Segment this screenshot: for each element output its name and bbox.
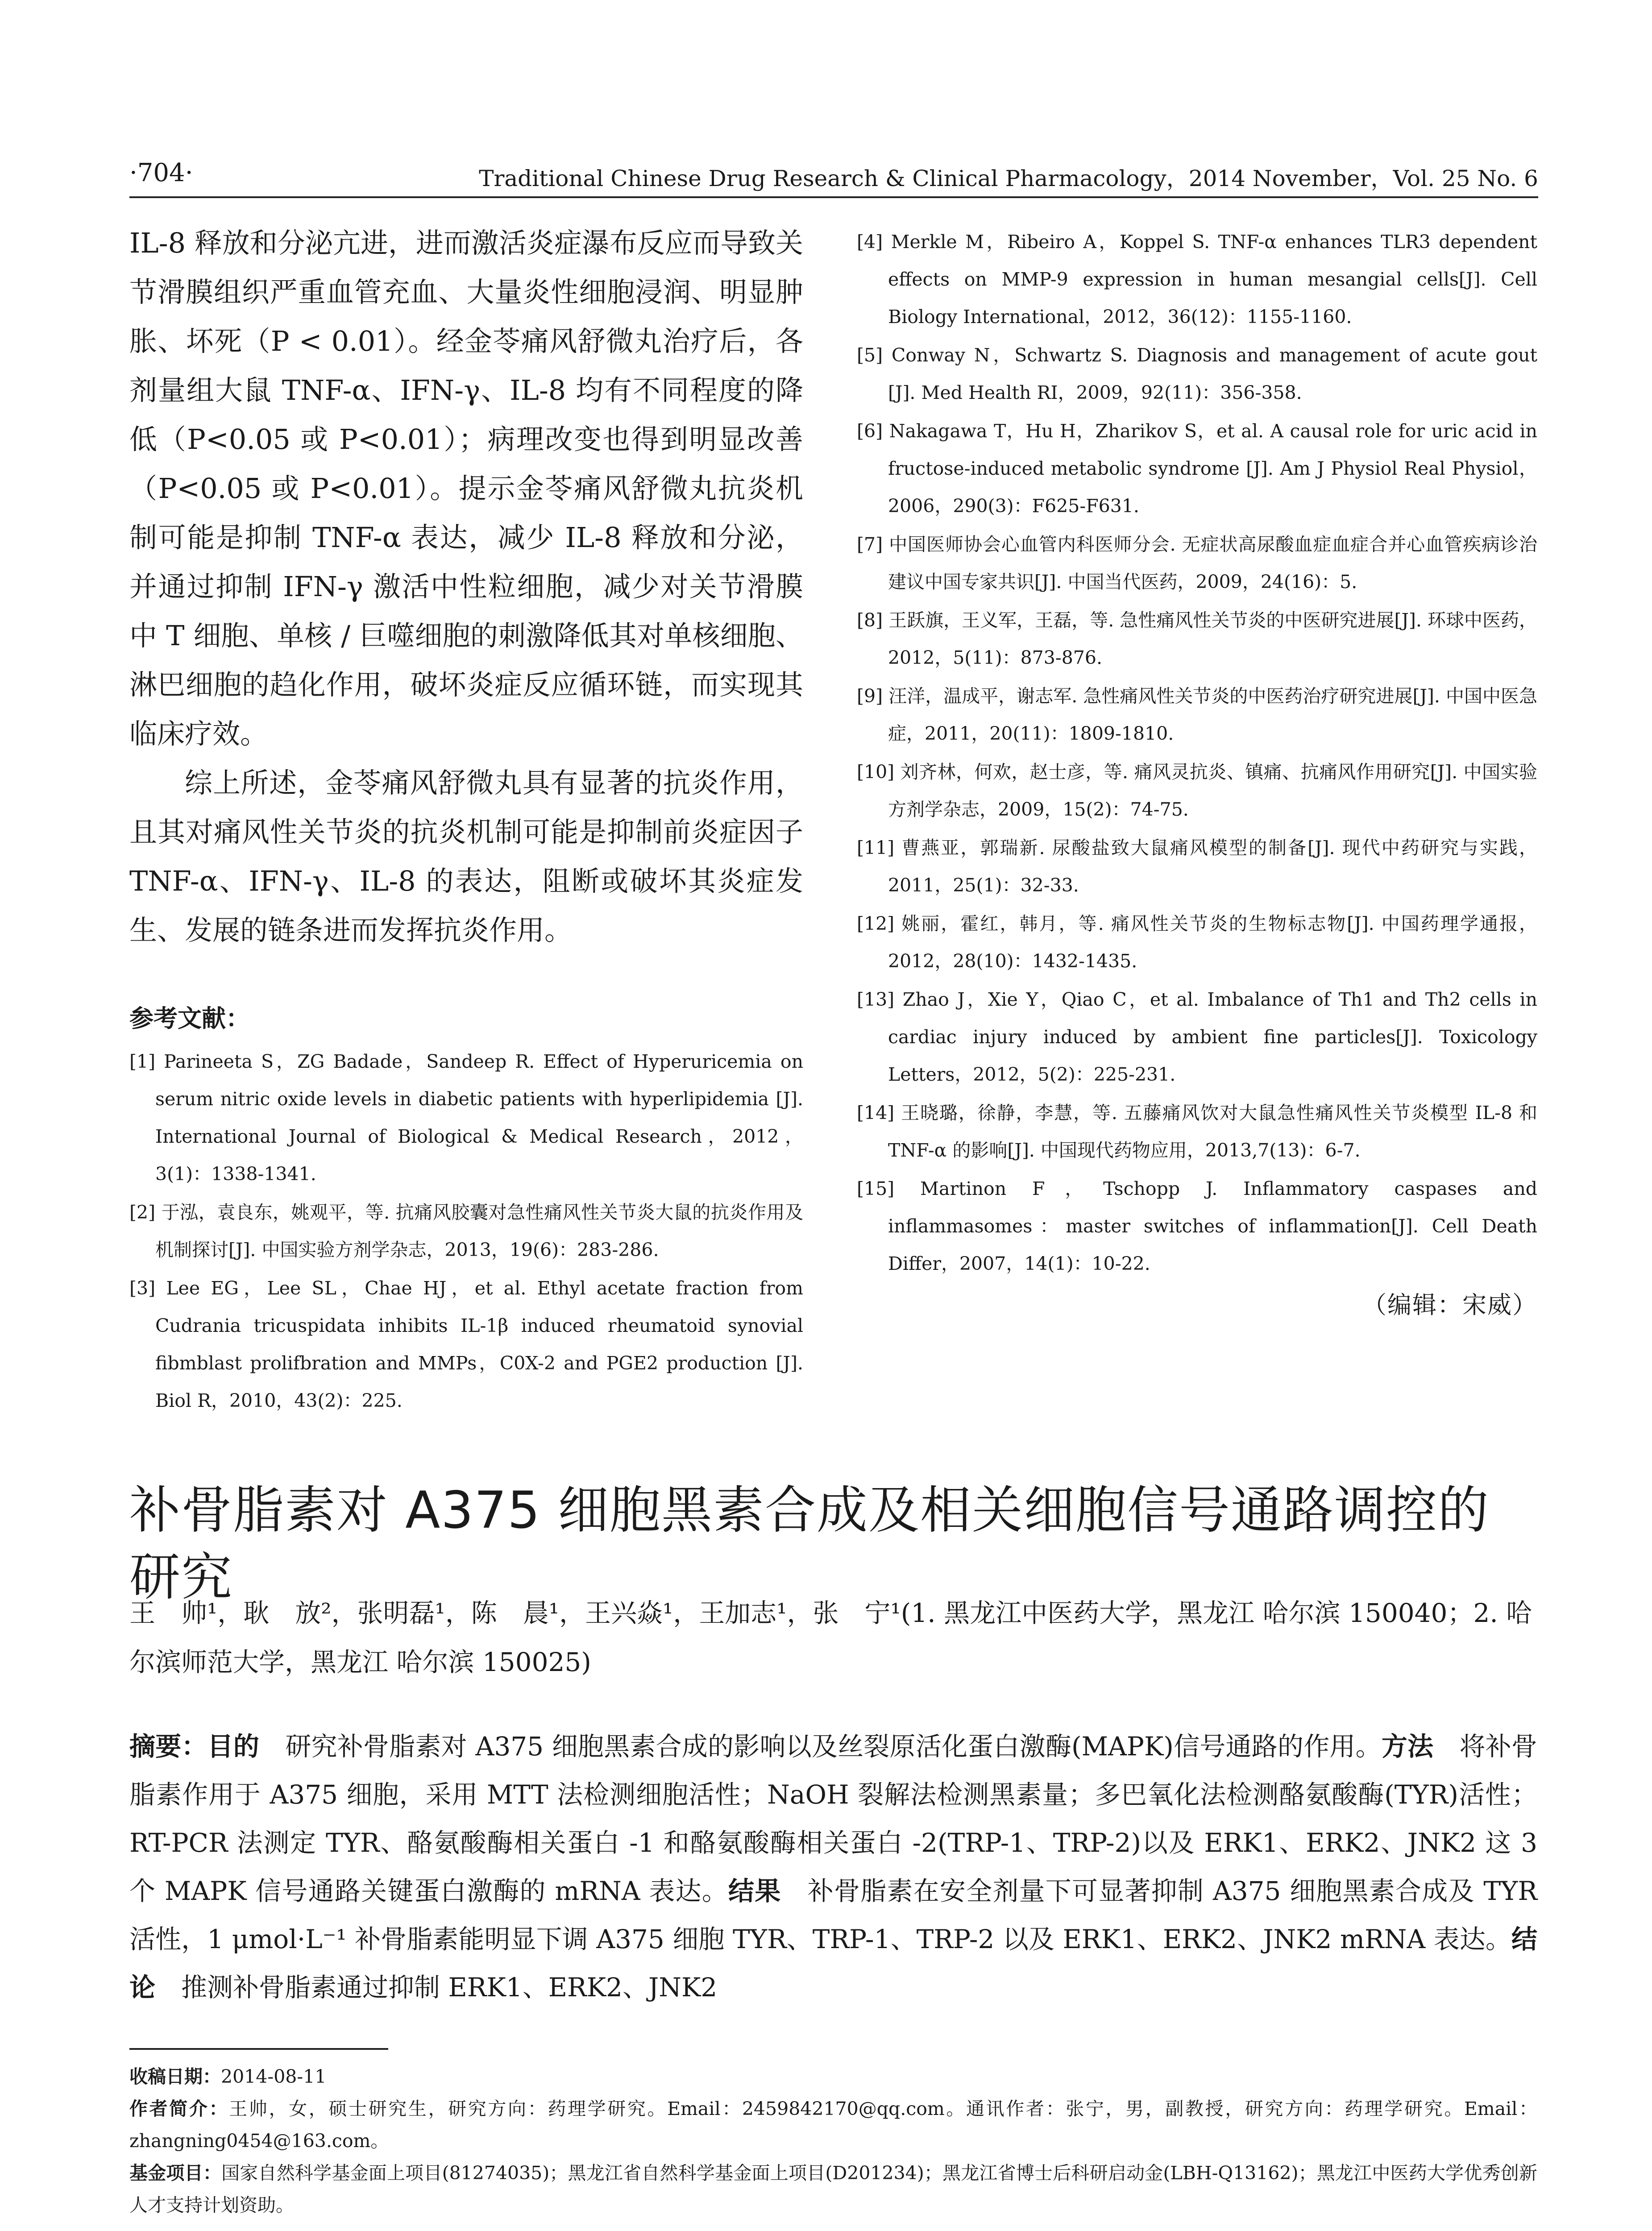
author-bio-label: 作者简介：	[129, 2098, 229, 2119]
conclusion-label: 结论	[129, 1924, 1537, 2003]
received-value: 2014-08-11	[221, 2066, 327, 2087]
journal-header: Traditional Chinese Drug Research & Clinical Pharmacology，2014 November，Vol. 25 No. 6	[479, 166, 1538, 191]
right-column	[857, 223, 1537, 1320]
left-column	[129, 219, 803, 1420]
funding-label: 基金项目：	[129, 2162, 222, 2184]
reference-item: [5] Conway N，Schwartz S. Diagnosis and management of acute gout [J]. Med Health RI，2009，92(11)：356-358.	[857, 344, 1537, 403]
reference-item: [2] 于泓，袁良东，姚观平，等. 抗痛风胶囊对急性痛风性关节炎大鼠的抗炎作用及机制探讨[J]. 中国实验方剂学杂志，2013，19(6)：283-286.	[129, 1202, 803, 1261]
received-label: 收稿日期：	[129, 2066, 221, 2087]
author-bio	[129, 2093, 1537, 2157]
reference-item: [13] Zhao J，Xie Y，Qiao C，et al. Imbalance of Th1 and Th2 cells in cardiac injury induced by ambient fine particles[J]. Toxicology Letters，2012，5(2)：225-231.	[857, 989, 1537, 1085]
abstract-paragraph	[129, 1722, 1537, 2011]
references-heading: 参考文献：	[129, 1004, 250, 1033]
footnotes	[129, 2061, 1537, 2221]
reference-item: [10] 刘齐林，何欢，赵士彦，等. 痛风灵抗炎、镇痛、抗痛风作用研究[J]. 中国实验方剂学杂志，2009，15(2)：74-75.	[857, 761, 1537, 820]
body-paragraph: IL-8 释放和分泌亢进，进而激活炎症瀑布反应而导致关节滑膜组织严重血管充血、大量炎性细胞浸润、明显肿胀、坏死（P < 0.01）。经金苓痛风舒微丸治疗后，各剂量组大鼠 TNF-α、IFN-γ、IL-8 均有不同程度的降低（P<0.05 或 P<0.01）；病理改变也得到明显改善（P<0.05 或 P<0.01）。提示金苓痛风舒微丸抗炎机制可能是抑制 TNF-α 表达，减少 IL-8 释放和分泌，并通过抑制 IFN-γ 激活中性粒细胞，减少对关节滑膜中 T 细胞、单核 / 巨噬细胞的刺激降低其对单核细胞、淋巴细胞的趋化作用，破坏炎症反应循环链，而实现其临床疗效。	[129, 227, 803, 750]
result-label: 结果	[728, 1876, 781, 1906]
funding	[129, 2157, 1537, 2221]
reference-item: [7] 中国医师协会心血管内科医师分会. 无症状高尿酸血症血症合并心血管疾病诊治建议中国专家共识[J]. 中国当代医药，2009，24(16)：5.	[857, 534, 1537, 593]
header-rule	[129, 196, 1538, 198]
result-text: 补骨脂素在安全剂量下可显著抑制 A375 细胞黑素合成及 TYR 活性，1 μmol·L⁻¹ 补骨脂素能明显下调 A375 细胞 TYR、TRP-1、TRP-2 以及 ERK1、ERK2、JNK2 mRNA 表达。	[129, 1876, 1537, 1954]
objective-label: 目的	[207, 1731, 260, 1762]
page-number: ·704·	[129, 158, 193, 187]
reference-item: [3] Lee EG，Lee SL，Chae HJ，et al. Ethyl acetate fraction from Cudrania tricuspidata inhibits IL-1β induced rheumatoid synovial fibmblast prolifbration and MMPs，C0X-2 and PGE2 production [J]. Biol R，2010，43(2)：225.	[129, 1277, 803, 1411]
editor-note: （编辑：宋威）	[1362, 1291, 1537, 1319]
reference-item: [14] 王晓璐，徐静，李慧，等. 五藤痛风饮对大鼠急性痛风性关节炎模型 IL-8 和 TNF-α 的影响[J]. 中国现代药物应用，2013,7(13)：6-7.	[857, 1102, 1537, 1161]
reference-item: [11] 曹燕亚，郭瑞新. 尿酸盐致大鼠痛风模型的制备[J]. 现代中药研究与实践，2011，25(1)：32-33.	[857, 837, 1537, 896]
reference-item: [4] Merkle M，Ribeiro A，Koppel S. TNF-α enhances TLR3 dependent effects on MMP-9 expression in human mesangial cells[J]. Cell Biology International，2012，36(12)：1155-1160.	[857, 231, 1537, 328]
conclusion-text: 推测补骨脂素通过抑制 ERK1、ERK2、JNK2	[181, 1972, 718, 2003]
reference-item: [8] 王跃旗，王义军，王磊，等. 急性痛风性关节炎的中医研究进展[J]. 环球中医药，2012，5(11)：873-876.	[857, 610, 1537, 668]
method-label: 方法	[1381, 1731, 1434, 1762]
reference-item: [1] Parineeta S，ZG Badade，Sandeep R. Effect of Hyperuricemia on serum nitric oxide levels in diabetic patients with hyperlipidemia [J]. International Journal of Biological & Medical Research，2012，3(1)：1338-1341.	[129, 1051, 803, 1185]
method-text: 将补骨脂素作用于 A375 细胞，采用 MTT 法检测细胞活性；NaOH 裂解法检测黑素量；多巴氧化法检测酪氨酸酶(TYR)活性；RT-PCR 法测定 TYR、酪氨酸酶相关蛋白 -1 和酪氨酸酶相关蛋白 -2(TRP-1、TRP-2)以及 ERK1、ERK2、JNK2 这 3 个 MAPK 信号通路关键蛋白激酶的 mRNA 表达。	[129, 1731, 1537, 1906]
received-date	[129, 2061, 1537, 2093]
funding-text: 国家自然科学基金面上项目(81274035)；黑龙江省自然科学基金面上项目(D201234)；黑龙江省博士后科研启动金(LBH-Q13162)；黑龙江中医药大学优秀创新人才支持计划资助。	[129, 2162, 1538, 2216]
abstract-label: 摘要：	[129, 1731, 208, 1762]
authors-affiliations: 王 帅¹，耿 放²，张明磊¹，陈 晨¹，王兴焱¹，王加志¹，张 宁¹(1. 黑龙江中医药大学，黑龙江 哈尔滨 150040；2. 哈尔滨师范大学，黑龙江 哈尔滨 150025)	[129, 1598, 1532, 1677]
body-paragraph: 综上所述，金苓痛风舒微丸具有显著的抗炎作用，且其对痛风性关节炎的抗炎机制可能是抑制前炎症因子 TNF-α、IFN-γ、IL-8 的表达，阻断或破坏其炎症发生、发展的链条进而发挥抗炎作用。	[129, 767, 803, 946]
reference-item: [15] Martinon F，Tschopp J. Inflammatory caspases and inflammasomes：master switches of inflammation[J]. Cell Death Differ，2007，14(1)：10-22.	[857, 1178, 1537, 1274]
footnote-rule	[129, 2048, 388, 2050]
reference-item: [6] Nakagawa T，Hu H，Zharikov S，et al. A causal role for uric acid in fructose-induced metabolic syndrome [J]. Am J Physiol Real Physiol，2006，290(3)：F625-F631.	[857, 420, 1537, 517]
abstract	[129, 1722, 1537, 2011]
objective-text: 研究补骨脂素对 A375 细胞黑素合成的影响以及丝裂原活化蛋白激酶(MAPK)信号通路的作用。	[285, 1731, 1382, 1762]
article-title: 补骨脂素对 A375 细胞黑素合成及相关细胞信号通路调控的研究	[129, 1480, 1490, 1607]
reference-item: [12] 姚丽，霍红，韩月，等. 痛风性关节炎的生物标志物[J]. 中国药理学通报，2012，28(10)：1432-1435.	[857, 913, 1537, 972]
author-bio-text: 王帅，女，硕士研究生，研究方向：药理学研究。Email：2459842170@qq.com。通讯作者：张宁，男，副教授，研究方向：药理学研究。Email：zhangning0454@163.com。	[129, 2098, 1537, 2152]
reference-item: [9] 汪洋，温成平，谢志军. 急性痛风性关节炎的中医药治疗研究进展[J]. 中国中医急症，2011，20(11)：1809-1810.	[857, 685, 1537, 744]
